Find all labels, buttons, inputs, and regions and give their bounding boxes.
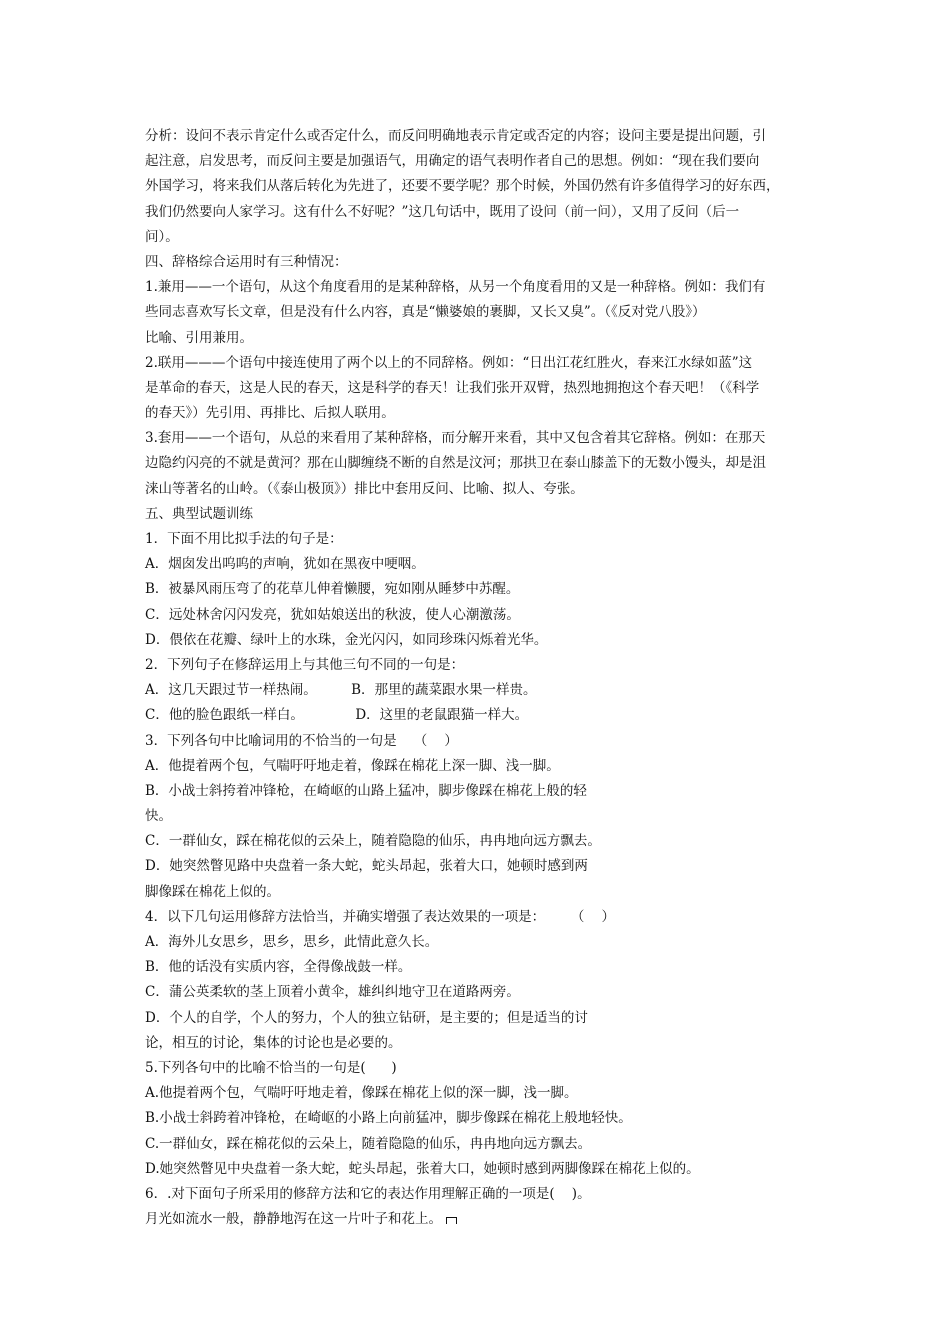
option-line: 脚像踩在棉花上似的。 — [145, 883, 280, 900]
text-line: 比喻、引用兼用。 — [145, 329, 253, 346]
text-line: 边隐约闪亮的不就是黄河？那在山脚缠绕不断的自然是汶河；那拱卫在泰山膝盖下的无数小馒头，却是沮 — [145, 455, 766, 472]
option-line: C．他的脸色跟纸一样白。 D．这里的老鼠跟猫一样大。 — [145, 707, 529, 724]
text-line-last-content: 月光如流水一般，静静地泻在这一片叶子和花上。 — [145, 1211, 442, 1228]
option-line: C.一群仙女，踩在棉花似的云朵上，随着隐隐的仙乐，冉冉地向远方飘去。 — [145, 1135, 592, 1152]
question-line: 1．下面不用比拟手法的句子是： — [145, 531, 343, 547]
option-line: 论，相互的讨论，集体的讨论也是必要的。 — [145, 1034, 402, 1051]
option-line: A．他提着两个包，气喘吁吁地走着，像踩在棉花上深一脚、浅一脚。 — [145, 757, 560, 774]
question-line: 6．.对下面句子所采用的修辞方法和它的表达作用理解正确的一项是( )。 — [145, 1185, 591, 1202]
question-line: 5.下列各句中的比喻不恰当的一句是( ) — [145, 1059, 397, 1076]
bracket-mark-icon — [446, 1217, 457, 1224]
option-line: B．被暴风雨压弯了的花草儿伸着懒腰，宛如刚从睡梦中苏醒。 — [145, 581, 520, 598]
option-line: B．他的话没有实质内容，全得像战鼓一样。 — [145, 959, 412, 976]
text-line: 分析：设问不表示肯定什么或否定什么，而反问明确地表示肯定或否定的内容；设问主要是提出问题，引 — [145, 128, 766, 144]
text-line-last — [145, 1207, 815, 1232]
question-line: 3．下列各句中比喻词用的不恰当的一句是 （ ） — [145, 732, 458, 749]
text-line: 3.套用——一个语句，从总的来看用了某种辞格，而分解开来看，其中又包含着其它辞格。例如：在那天 — [145, 430, 766, 447]
option-line: A．这几天跟过节一样热闹。 B．那里的蔬菜跟水果一样贵。 — [145, 682, 537, 699]
option-line: B.小战士斜跨着冲锋枪，在崎岖的小路上向前猛冲，脚步像踩在棉花上般地轻快。 — [145, 1110, 632, 1127]
text-line: 起注意，启发思考，而反问主要是加强语气，用确定的语气表明作者自己的思想。例如：“现在我们要向 — [145, 153, 760, 170]
option-line: D．偎依在花瓣、绿叶上的水珠，金光闪闪，如同珍珠闪烁着光华。 — [145, 631, 548, 648]
option-line: D.她突然瞥见中央盘着一条大蛇，蛇头昂起，张着大口，她顿时感到两脚像踩在棉花上似的。 — [145, 1160, 700, 1177]
text-line: 1.兼用——一个语句，从这个角度看用的是某种辞格，从另一个角度看用的又是一种辞格。例如：我们有 — [145, 279, 766, 296]
option-line: C．蒲公英柔软的茎上顶着小黄伞，雄纠纠地守卫在道路两旁。 — [145, 984, 520, 1001]
text-line: 问）。 — [145, 228, 179, 245]
text-line: 涞山等著名的山岭。（《泰山极顶》）排比中套用反问、比喻、拟人、夸张。 — [145, 480, 584, 497]
option-line: D．她突然瞥见路中央盘着一条大蛇，蛇头昂起，张着大口，她顿时感到两 — [145, 858, 588, 875]
text-line: 些同志喜欢写长文章，但是没有什么内容，真是“懒婆娘的裹脚，又长又臭”。（《反对党八股》） — [145, 304, 706, 321]
question-line: 4．以下几句运用修辞方法恰当，并确实增强了表达效果的一项是： （ ） — [145, 908, 616, 925]
option-line: A．海外儿女思乡，思乡，思乡，此情此意久长。 — [145, 934, 439, 950]
text-line: 2.联用———个语句中接连使用了两个以上的不同辞格。例如：“日出江花红胜火，春来江水绿如蓝”这 — [145, 354, 753, 371]
text-line: 外国学习，将来我们从落后转化为先进了，还要不要学呢？那个时候，外国仍然有许多值得学习的好东西， — [145, 178, 780, 195]
option-line: B．小战士斜挎着冲锋枪，在崎岖的山路上猛冲，脚步像踩在棉花上般的轻 — [145, 782, 587, 799]
text-line: 是革命的春天，这是人民的春天，这是科学的春天！让我们张开双臂，热烈地拥抱这个春天吧！（《科学 — [145, 379, 760, 396]
question-line: 2．下列句子在修辞运用上与其他三句不同的一句是： — [145, 656, 465, 673]
text-line: 的春天》）先引用、再排比、后拟人联用。 — [145, 405, 395, 422]
option-line: D．个人的自学，个人的努力，个人的独立钻研，是主要的；但是适当的讨 — [145, 1009, 588, 1026]
section-heading: 五、典型试题训练 — [145, 505, 253, 522]
option-line: A．烟囱发出呜呜的声响，犹如在黑夜中哽咽。 — [145, 556, 425, 573]
section-heading: 四、辞格综合运用时有三种情况： — [145, 253, 348, 270]
text-line: 我们仍然要向人家学习。这有什么不好呢？”这几句话中，既用了设问（前一问），又用了反问（后一 — [145, 203, 740, 220]
option-line: C．一群仙女，踩在棉花似的云朵上，随着隐隐的仙乐，冉冉地向远方飘去。 — [145, 833, 601, 850]
option-line: A.他提着两个包，气喘吁吁地走着，像踩在棉花上似的深一脚，浅一脚。 — [145, 1085, 578, 1102]
option-line: C．远处林舍闪闪发亮，犹如姑娘送出的秋波，使人心潮激荡。 — [145, 606, 520, 623]
document-body — [145, 124, 815, 1232]
option-line: 快。 — [145, 808, 172, 825]
